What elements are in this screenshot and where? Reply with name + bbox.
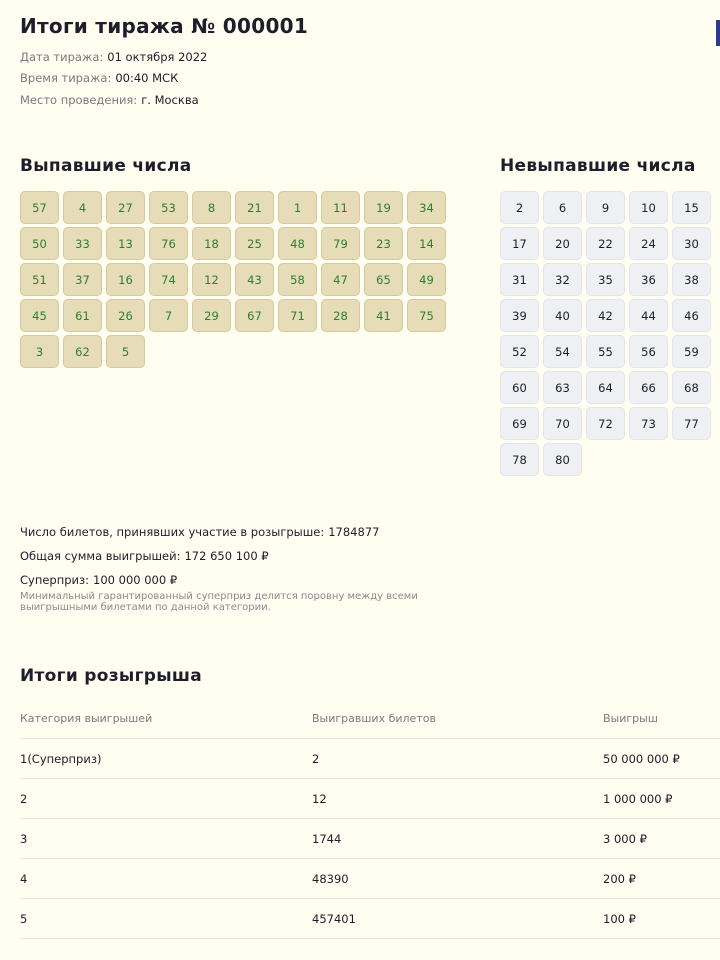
row-divider bbox=[20, 898, 720, 899]
winners-cell: 12 bbox=[312, 792, 327, 806]
undrawn-number: 30 bbox=[672, 227, 711, 260]
draw-time-label: Время тиража: bbox=[20, 71, 112, 85]
row-divider bbox=[20, 778, 720, 779]
undrawn-number: 66 bbox=[629, 371, 668, 404]
drawn-number: 47 bbox=[321, 263, 360, 296]
undrawn-number: 2 bbox=[500, 191, 539, 224]
undrawn-number: 52 bbox=[500, 335, 539, 368]
tickets-value: 1784877 bbox=[328, 525, 380, 539]
undrawn-number: 42 bbox=[586, 299, 625, 332]
drawn-number: 14 bbox=[407, 227, 446, 260]
undrawn-number: 55 bbox=[586, 335, 625, 368]
category-cell: 1(Суперприз) bbox=[20, 752, 102, 766]
drawn-number: 62 bbox=[63, 335, 102, 368]
page-title: Итоги тиража № 000001 bbox=[20, 14, 309, 38]
undrawn-number: 22 bbox=[586, 227, 625, 260]
drawn-number: 19 bbox=[364, 191, 403, 224]
draw-date-label: Дата тиража: bbox=[20, 50, 104, 64]
undrawn-number: 78 bbox=[500, 443, 539, 476]
superprize-row bbox=[20, 573, 177, 587]
undrawn-number: 69 bbox=[500, 407, 539, 440]
total-value: 172 650 100 ₽ bbox=[184, 549, 269, 563]
place-row bbox=[20, 93, 199, 107]
undrawn-number: 77 bbox=[672, 407, 711, 440]
undrawn-number: 68 bbox=[672, 371, 711, 404]
category-cell: 4 bbox=[20, 872, 28, 886]
prize-cell: 50 000 000 ₽ bbox=[603, 752, 680, 766]
undrawn-number: 44 bbox=[629, 299, 668, 332]
draw-time-row bbox=[20, 71, 178, 85]
drawn-number: 11 bbox=[321, 191, 360, 224]
drawn-number: 45 bbox=[20, 299, 59, 332]
undrawn-number: 39 bbox=[500, 299, 539, 332]
drawn-number: 61 bbox=[63, 299, 102, 332]
drawn-number: 48 bbox=[278, 227, 317, 260]
undrawn-number: 17 bbox=[500, 227, 539, 260]
undrawn-number: 70 bbox=[543, 407, 582, 440]
undrawn-number: 63 bbox=[543, 371, 582, 404]
drawn-number: 26 bbox=[106, 299, 145, 332]
undrawn-number: 46 bbox=[672, 299, 711, 332]
winners-cell: 48390 bbox=[312, 872, 349, 886]
undrawn-number: 24 bbox=[629, 227, 668, 260]
drawn-number: 7 bbox=[149, 299, 188, 332]
tickets-label: Число билетов, принявших участие в розыгрыше: bbox=[20, 525, 325, 539]
drawn-number: 28 bbox=[321, 299, 360, 332]
undrawn-numbers-grid bbox=[500, 191, 711, 476]
undrawn-number: 56 bbox=[629, 335, 668, 368]
drawn-number: 12 bbox=[192, 263, 231, 296]
prize-cell: 3 000 ₽ bbox=[603, 832, 647, 846]
drawn-number: 4 bbox=[63, 191, 102, 224]
category-cell: 5 bbox=[20, 912, 28, 926]
drawn-numbers-grid bbox=[20, 191, 446, 368]
drawn-numbers-title: Выпавшие числа bbox=[20, 156, 192, 176]
winners-cell: 457401 bbox=[312, 912, 356, 926]
drawn-number: 25 bbox=[235, 227, 274, 260]
column-header-winners: Выигравших билетов bbox=[312, 712, 436, 725]
undrawn-number: 60 bbox=[500, 371, 539, 404]
corner-mark bbox=[716, 20, 720, 46]
undrawn-number: 40 bbox=[543, 299, 582, 332]
drawn-number: 5 bbox=[106, 335, 145, 368]
superprize-note: Минимальный гарантированный суперприз делится поровну между всеми выигрышными билетами по данной категории. bbox=[20, 591, 418, 613]
undrawn-number: 38 bbox=[672, 263, 711, 296]
results-title: Итоги розыгрыша bbox=[20, 666, 203, 686]
drawn-number: 37 bbox=[63, 263, 102, 296]
row-divider bbox=[20, 738, 720, 739]
draw-date-value: 01 октября 2022 bbox=[107, 50, 208, 64]
place-label: Место проведения: bbox=[20, 93, 138, 107]
drawn-number: 74 bbox=[149, 263, 188, 296]
drawn-number: 13 bbox=[106, 227, 145, 260]
drawn-number: 76 bbox=[149, 227, 188, 260]
undrawn-number: 59 bbox=[672, 335, 711, 368]
row-divider bbox=[20, 938, 720, 939]
undrawn-number: 32 bbox=[543, 263, 582, 296]
drawn-number: 51 bbox=[20, 263, 59, 296]
undrawn-number: 15 bbox=[672, 191, 711, 224]
undrawn-number: 10 bbox=[629, 191, 668, 224]
drawn-number: 21 bbox=[235, 191, 274, 224]
category-cell: 2 bbox=[20, 792, 28, 806]
winners-cell: 2 bbox=[312, 752, 320, 766]
undrawn-number: 72 bbox=[586, 407, 625, 440]
undrawn-number: 20 bbox=[543, 227, 582, 260]
drawn-number: 71 bbox=[278, 299, 317, 332]
undrawn-number: 36 bbox=[629, 263, 668, 296]
drawn-number: 29 bbox=[192, 299, 231, 332]
row-divider bbox=[20, 818, 720, 819]
prize-cell: 200 ₽ bbox=[603, 872, 636, 886]
undrawn-number: 6 bbox=[543, 191, 582, 224]
drawn-number: 79 bbox=[321, 227, 360, 260]
undrawn-number: 80 bbox=[543, 443, 582, 476]
total-label: Общая сумма выигрышей: bbox=[20, 549, 181, 563]
drawn-number: 18 bbox=[192, 227, 231, 260]
drawn-number: 8 bbox=[192, 191, 231, 224]
drawn-number: 27 bbox=[106, 191, 145, 224]
drawn-number: 57 bbox=[20, 191, 59, 224]
drawn-number: 16 bbox=[106, 263, 145, 296]
category-cell: 3 bbox=[20, 832, 28, 846]
drawn-number: 1 bbox=[278, 191, 317, 224]
undrawn-number: 31 bbox=[500, 263, 539, 296]
row-divider bbox=[20, 858, 720, 859]
drawn-number: 41 bbox=[364, 299, 403, 332]
prize-cell: 1 000 000 ₽ bbox=[603, 792, 673, 806]
total-row bbox=[20, 549, 269, 563]
superprize-value: 100 000 000 ₽ bbox=[93, 573, 178, 587]
drawn-number: 23 bbox=[364, 227, 403, 260]
place-value: г. Москва bbox=[141, 93, 199, 107]
undrawn-number: 35 bbox=[586, 263, 625, 296]
drawn-number: 3 bbox=[20, 335, 59, 368]
drawn-number: 49 bbox=[407, 263, 446, 296]
drawn-number: 33 bbox=[63, 227, 102, 260]
winners-cell: 1744 bbox=[312, 832, 342, 846]
drawn-number: 58 bbox=[278, 263, 317, 296]
tickets-row bbox=[20, 525, 379, 539]
drawn-number: 34 bbox=[407, 191, 446, 224]
draw-date-row bbox=[20, 50, 207, 64]
undrawn-number: 64 bbox=[586, 371, 625, 404]
drawn-number: 53 bbox=[149, 191, 188, 224]
drawn-number: 65 bbox=[364, 263, 403, 296]
column-header-prize: Выигрыш bbox=[603, 712, 658, 725]
undrawn-number: 9 bbox=[586, 191, 625, 224]
column-header-category: Категория выигрышей bbox=[20, 712, 153, 725]
drawn-number: 67 bbox=[235, 299, 274, 332]
draw-time-value: 00:40 МСК bbox=[115, 71, 179, 85]
superprize-label: Суперприз: bbox=[20, 573, 90, 587]
drawn-number: 75 bbox=[407, 299, 446, 332]
drawn-number: 50 bbox=[20, 227, 59, 260]
undrawn-number: 73 bbox=[629, 407, 668, 440]
undrawn-number: 54 bbox=[543, 335, 582, 368]
prize-cell: 100 ₽ bbox=[603, 912, 636, 926]
undrawn-numbers-title: Невыпавшие числа bbox=[500, 156, 696, 176]
drawn-number: 43 bbox=[235, 263, 274, 296]
